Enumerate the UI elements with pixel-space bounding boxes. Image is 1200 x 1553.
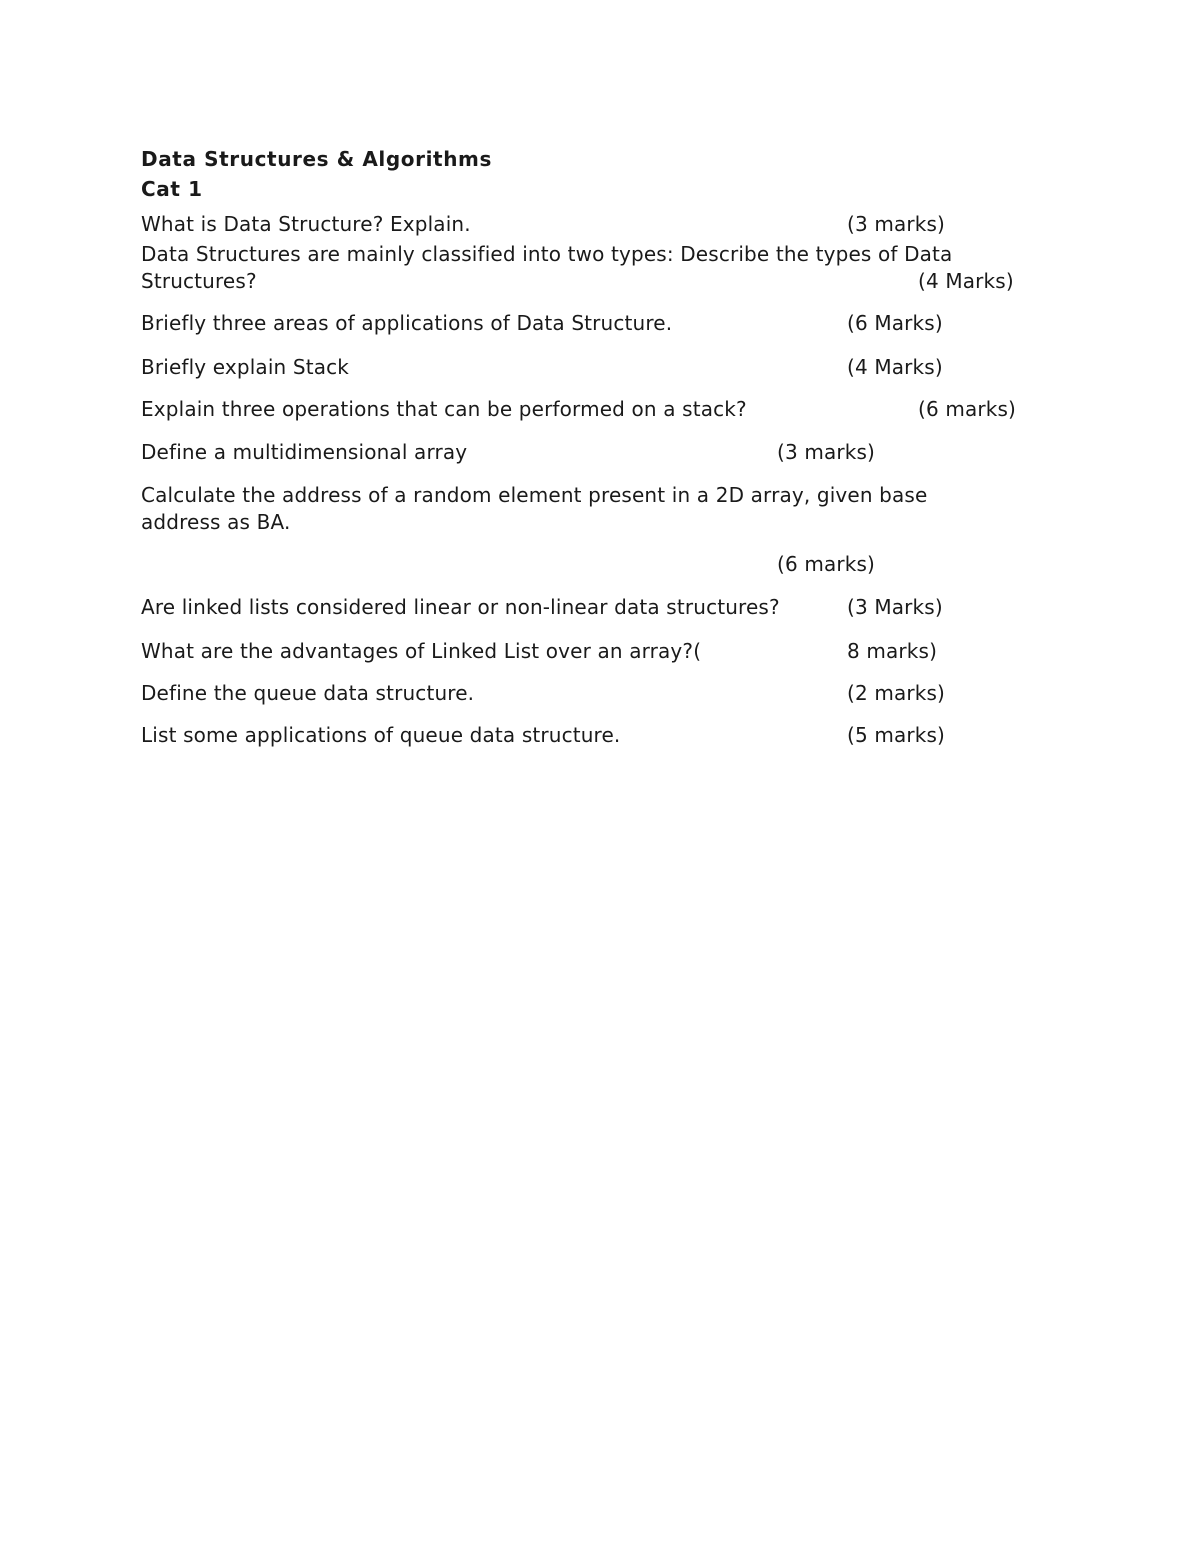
question-text: Data Structures are mainly classified into two types: Describe the types of Data	[141, 242, 953, 266]
question-marks: 8 marks)	[847, 639, 938, 663]
document-subtitle: Cat 1	[141, 177, 203, 201]
question-text: Briefly explain Stack	[141, 355, 350, 379]
question-marks: (3 marks)	[777, 440, 876, 464]
question-text: Calculate the address of a random element present in a 2D array, given base	[141, 483, 928, 507]
question-text: List some applications of queue data structure.	[141, 723, 621, 747]
question-text: Define a multidimensional array	[141, 440, 468, 464]
question-text: Define the queue data structure.	[141, 681, 475, 705]
question-text: Explain three operations that can be performed on a stack?	[141, 397, 747, 421]
question-marks: (6 Marks)	[847, 311, 943, 335]
document-title: Data Structures & Algorithms	[141, 147, 492, 171]
question-text-continued: address as BA.	[141, 510, 291, 534]
question-marks: (6 marks)	[777, 552, 876, 576]
question-text: What is Data Structure? Explain.	[141, 212, 471, 236]
question-marks: (4 Marks)	[918, 269, 1014, 293]
question-marks: (3 marks)	[847, 212, 946, 236]
question-text: Briefly three areas of applications of Data Structure.	[141, 311, 673, 335]
question-marks: (3 Marks)	[847, 595, 943, 619]
question-marks: (4 Marks)	[847, 355, 943, 379]
question-text: Are linked lists considered linear or non-linear data structures?	[141, 595, 780, 619]
question-marks: (5 marks)	[847, 723, 946, 747]
question-marks: (6 marks)	[918, 397, 1017, 421]
question-text-continued: Structures?	[141, 269, 257, 293]
question-text: What are the advantages of Linked List over an array?(	[141, 639, 702, 663]
question-marks: (2 marks)	[847, 681, 946, 705]
